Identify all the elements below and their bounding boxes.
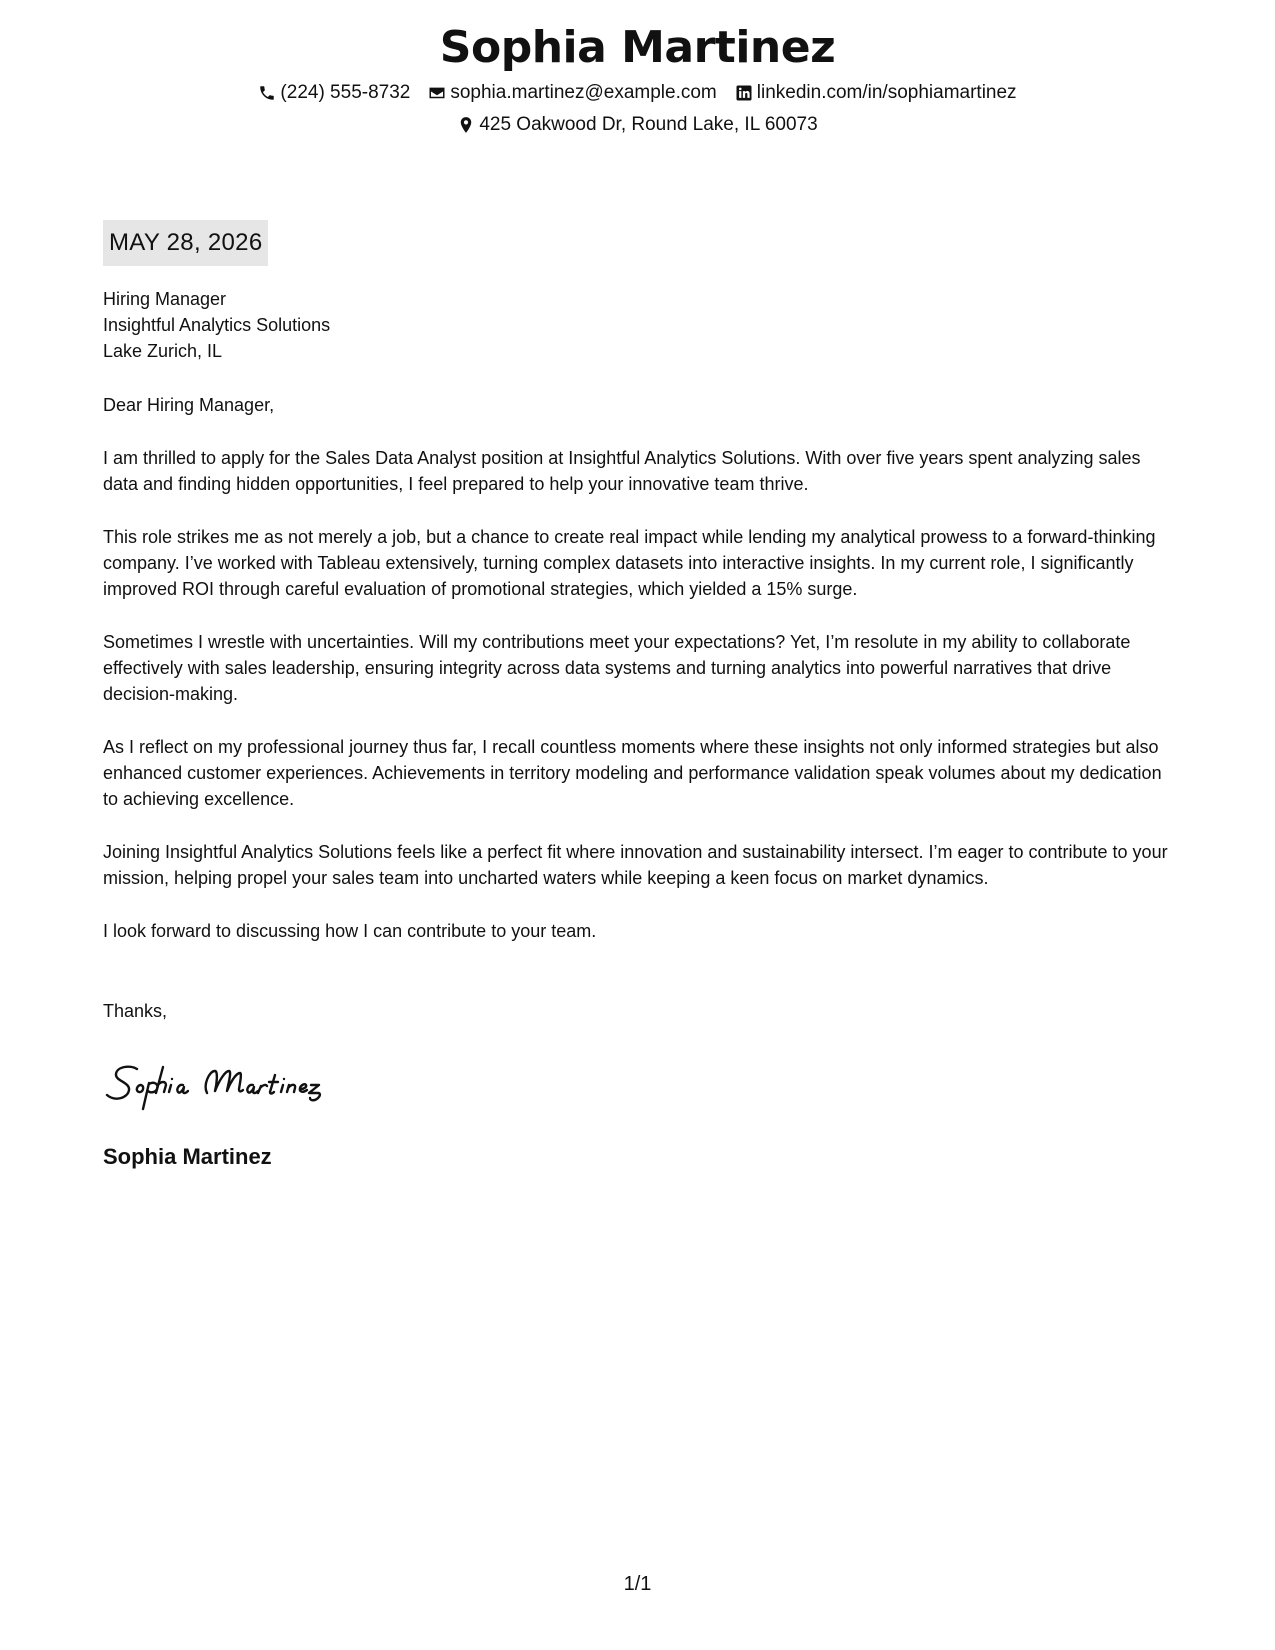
page-number: 1/1 [623, 1573, 652, 1595]
email-address[interactable]: sophia.martinez@example.com [450, 82, 717, 103]
signature-image [103, 1055, 383, 1115]
map-pin-icon [457, 116, 475, 134]
closing: Thanks, [103, 1001, 168, 1021]
body-paragraph: I am thrilled to apply for the Sales Data Analyst position at Insightful Analytics Solutions. With over five years spent analyzing sales data and finding hidden opportunities, I feel prepared to help your innovative team thrive. [103, 448, 1141, 494]
body-paragraph: Joining Insightful Analytics Solutions feels like a perfect fit where innovation and sustainability intersect. I’m eager to contribute to your mission, helping propel your sales team into uncharted waters while keeping a keen focus on market dynamics. [103, 842, 1168, 888]
letter-date: MAY 28, 2026 [103, 220, 268, 266]
recipient-location: Lake Zurich, IL [103, 341, 223, 361]
phone-contact [258, 80, 410, 106]
street-address: 425 Oakwood Dr, Round Lake, IL 60073 [479, 114, 818, 135]
linkedin-url[interactable]: linkedin.com/in/sophiamartinez [756, 82, 1017, 103]
body-paragraph: As I reflect on my professional journey thus far, I recall countless moments where these insights not only informed strategies but also enhanced customer experiences. Achievements in territory modeling and performance validation speak volumes about my dedication to achieving excellence. [103, 737, 1162, 809]
handwritten-signature [103, 1055, 383, 1115]
recipient-title: Hiring Manager [103, 289, 227, 309]
phone-number: (224) 555-8732 [280, 82, 411, 103]
letter-header [0, 20, 1275, 138]
email-contact [428, 80, 716, 106]
salutation: Dear Hiring Manager, [103, 395, 275, 415]
letter-body [103, 286, 1178, 1024]
signer-name: Sophia Martinez [103, 1144, 272, 1169]
recipient-company: Insightful Analytics Solutions [103, 315, 331, 335]
body-paragraph: Sometimes I wrestle with uncertainties. Will my contributions meet your expectations? Yet, I’m resolute in my ability to collaborate effectively with sales leadership, ensuring integrity across data systems and turning analytics into powerful narratives that drive decision-making. [103, 632, 1131, 704]
recipient-block [103, 286, 1178, 364]
linkedin-contact [735, 80, 1017, 106]
body-paragraph: This role strikes me as not merely a job, but a chance to create real impact while lending my analytical prowess to a forward-thinking company. I’ve worked with Tableau extensively, turning complex datasets into interactive insights. In my current role, I significantly improved ROI through careful evaluation of promotional strategies, which yielded a 15% surge. [103, 527, 1156, 599]
phone-icon [258, 84, 276, 102]
address-contact [457, 112, 817, 138]
envelope-icon [428, 84, 446, 102]
body-paragraph: I look forward to discussing how I can contribute to your team. [103, 921, 597, 941]
sender-name: Sophia Martinez [439, 22, 836, 73]
contact-line-primary [0, 80, 1275, 106]
contact-line-address [0, 112, 1275, 138]
linkedin-icon [735, 84, 753, 102]
